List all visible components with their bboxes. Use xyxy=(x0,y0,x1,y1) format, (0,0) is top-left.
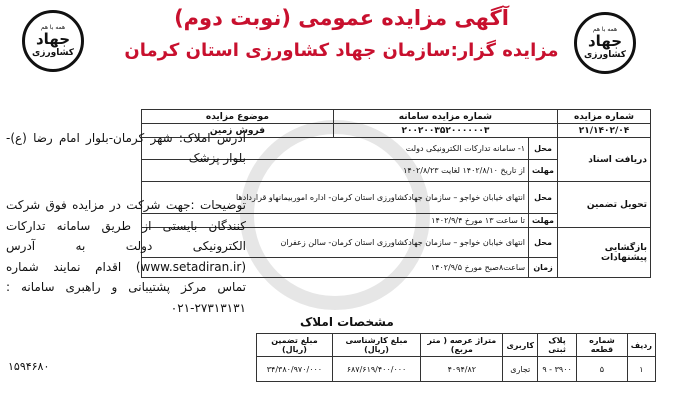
specs-header-cell: کاربری xyxy=(503,334,538,357)
table-cell: ۵ xyxy=(577,357,628,382)
mahal-label-3: محل xyxy=(529,228,558,258)
subject: فروش زمین xyxy=(142,124,334,138)
samaneh-no: ۲۰۰۲۰۰۳۵۲۰۰۰۰۰۰۳ xyxy=(333,124,557,138)
receive-deadline: از تاریخ ۱۴۰۲/۸/۱۰ لغایت ۱۴۰۲/۸/۲۳ xyxy=(142,160,529,182)
logo-main-text: جهاد xyxy=(35,30,71,48)
guarantee-label: تحویل تضمین xyxy=(558,182,651,228)
specs-header-cell: پلاک ثبتی xyxy=(538,334,577,357)
specs-title: مشخصات املاک xyxy=(300,315,394,329)
logo-main-text-2: جهاد xyxy=(587,32,623,50)
table-row xyxy=(257,357,656,382)
page-subtitle: مزایده گزار:سازمان جهاد کشاورزی استان کرمان xyxy=(124,40,559,61)
mahal-label-2: محل xyxy=(529,182,558,214)
guarantee-deadline: تا ساعت ۱۳ مورخ ۱۴۰۲/۹/۴ xyxy=(142,214,529,228)
specs-header-cell: متراژ عرصه ( متر مربع) xyxy=(421,334,503,357)
mohlat-label-2: مهلت xyxy=(529,214,558,228)
logo-bottom-text-2: کشاورزی xyxy=(584,50,626,60)
logo-top-text: همه با هم xyxy=(40,24,66,31)
receive-docs-label: دریافت اسناد xyxy=(558,138,651,182)
table-cell: ۳۹۰۰ - ۹ xyxy=(538,357,577,382)
table-cell: تجاری xyxy=(503,357,538,382)
h-samaneh-no: شماره مزایده سامانه xyxy=(333,110,557,124)
notes-text: توضیحات :جهت شرکت در مزایده فوق شرکت کنندگان بایستی از طریق سامانه تدارکات الکترونیکی دولت به آدرس (www.setadiran.ir) اقدام نمایند شماره تماس مرکز پشتیبانی و راهبری سامانه : ۲۷۳۱۳۱۳۱-۰۲۱ xyxy=(6,198,246,315)
h-subject: موضوع مزایده xyxy=(142,110,334,124)
specs-table xyxy=(256,333,656,382)
guarantee-place: انتهای خیابان خواجو – سازمان جهادکشاورزی استان کرمان- اداره اموربیمانهاو قراردادها xyxy=(142,182,529,214)
mohlat-label: مهلت xyxy=(529,160,558,182)
table-cell: ۴۰۹۴/۸۲ xyxy=(421,357,503,382)
specs-header-cell: مبلغ کارشناسی (ریال) xyxy=(332,334,420,357)
mahal-label: محل xyxy=(529,138,558,160)
table-cell: ۱ xyxy=(627,357,655,382)
specs-header-cell: ردیف xyxy=(627,334,655,357)
opening-place: انتهای خیابان خواجو – سازمان جهادکشاورزی استان کرمان- سالن زعفران xyxy=(142,228,529,258)
ad-code: ۱۵۹۴۶۸۰ xyxy=(8,360,50,373)
table-cell: ۳۴/۳۸۰/۹۷۰/۰۰۰ xyxy=(257,357,333,382)
specs-body xyxy=(257,357,656,382)
specs-header-cell: مبلغ تضمین (ریال) xyxy=(257,334,333,357)
logo-top-text-2: همه با هم xyxy=(592,26,618,33)
h-tender-no: شماره مزایده xyxy=(558,110,651,124)
address-text: آدرس املاک: شهر کرمان-بلوار امام رضا (ع)-بلوار پزشک xyxy=(6,131,246,165)
page-title: آگهی مزایده عمومی (نوبت دوم) xyxy=(174,6,509,30)
tender-no: ۲۱/۱۴۰۲/۰۴ xyxy=(558,124,651,138)
specs-header-row xyxy=(257,334,656,357)
opening-time: ساعت۸صبح مورخ ۱۴۰۲/۹/۵ xyxy=(142,258,529,278)
receive-place: ۱- سامانه تدارکات الکترونیکی دولت xyxy=(142,138,529,160)
logo-bottom-text: کشاورزی xyxy=(32,48,74,58)
table-cell: ۶۸۷/۶۱۹/۴۰۰/۰۰۰ xyxy=(332,357,420,382)
zaman-label: زمان xyxy=(529,258,558,278)
specs-header-cell: شماره قطعه xyxy=(577,334,628,357)
opening-label: بازگشایی پیشنهادات xyxy=(558,228,651,278)
